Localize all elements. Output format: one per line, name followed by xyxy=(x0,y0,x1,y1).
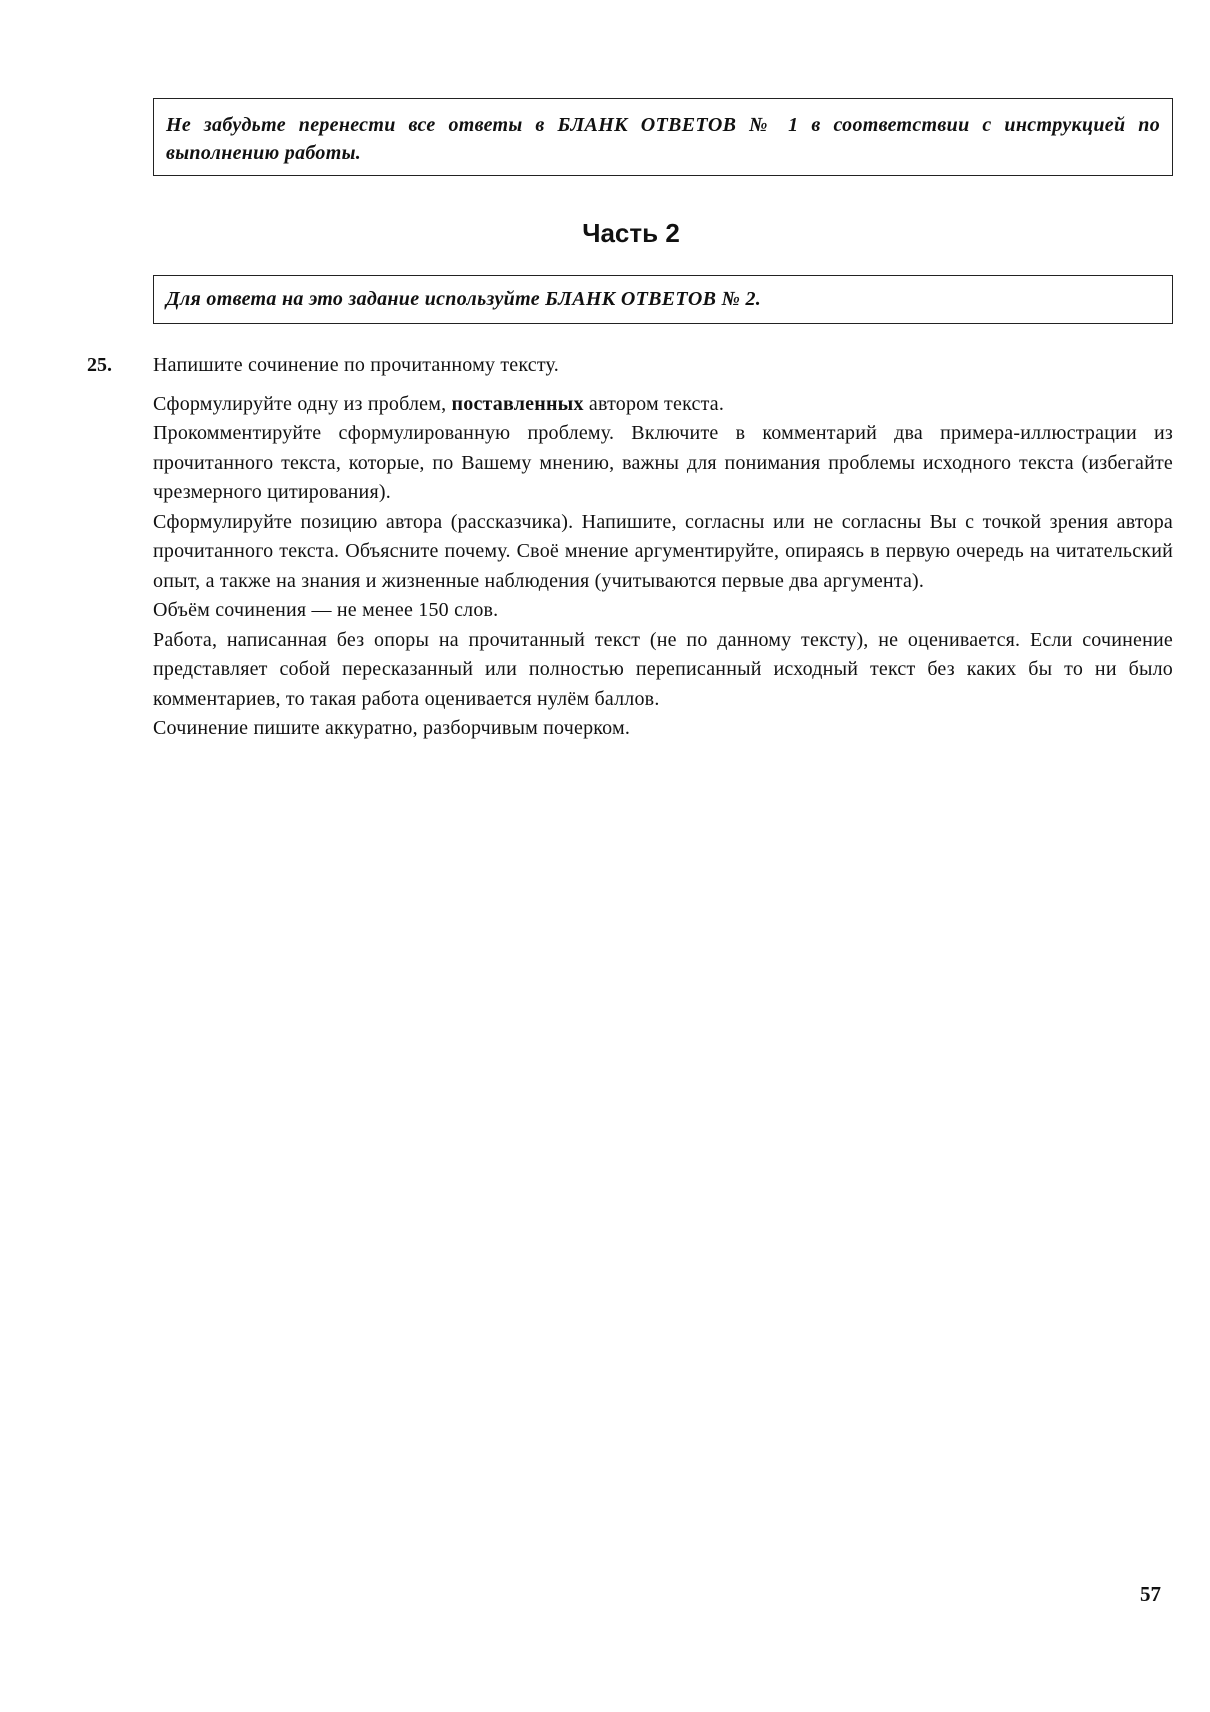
answer-instruction-box xyxy=(153,275,1173,324)
task-intro: Напишите сочинение по прочитанному тексту. xyxy=(153,354,559,376)
task-paragraph-5: Работа, написанная без опоры на прочитанный текст (не по данному тексту), не оценивается. Если сочинение представляет собой пересказанный или полностью переписанный исходный текст без каких бы то ни было комментариев, то такая работа оценивается нулём баллов. xyxy=(153,628,1173,710)
task-paragraph-2: Прокомментируйте сформулированную проблему. Включите в комментарий два примера-иллюстрации из прочитанного текста, которые, по Вашему мнению, важны для понимания проблемы исходного текста (избегайте чрезмерного цитирования). xyxy=(153,422,1173,503)
notice-box xyxy=(153,98,1173,176)
task-paragraph-1-bold: поставленных xyxy=(451,392,584,415)
task-paragraph-1-start: Сформулируйте одну из проблем, xyxy=(153,392,452,415)
task-paragraph-6: Сочинение пишите аккуратно, разборчивым почерком. xyxy=(153,717,631,739)
task-body xyxy=(153,351,1173,744)
task-paragraph-1-end: автором текста. xyxy=(583,392,725,415)
answer-instruction-text: Для ответа на это задание используйте БЛАНК ОТВЕТОВ № 2. xyxy=(166,288,762,310)
task-paragraph-3: Сформулируйте позицию автора (рассказчика). Напишите, согласны или не согласны Вы с точкой зрения автора прочитанного текста. Объясните почему. Своё мнение аргументируйте, опираясь в первую очередь на читательский опыт, а также на знания и жизненные наблюдения (учитываются первые два аргумента). xyxy=(153,510,1173,592)
task-number: 25. xyxy=(87,354,112,376)
page-number: 57 xyxy=(1140,1582,1161,1606)
task-paragraph-4: Объём сочинения — не менее 150 слов. xyxy=(153,599,499,621)
part-title: Часть 2 xyxy=(582,218,680,248)
notice-text: Не забудьте перенести все ответы в БЛАНК ОТВЕТОВ № 1 в соответствии с инструкцией по выполнению работы. xyxy=(166,114,1160,164)
task-paragraph-1 xyxy=(153,390,1173,420)
